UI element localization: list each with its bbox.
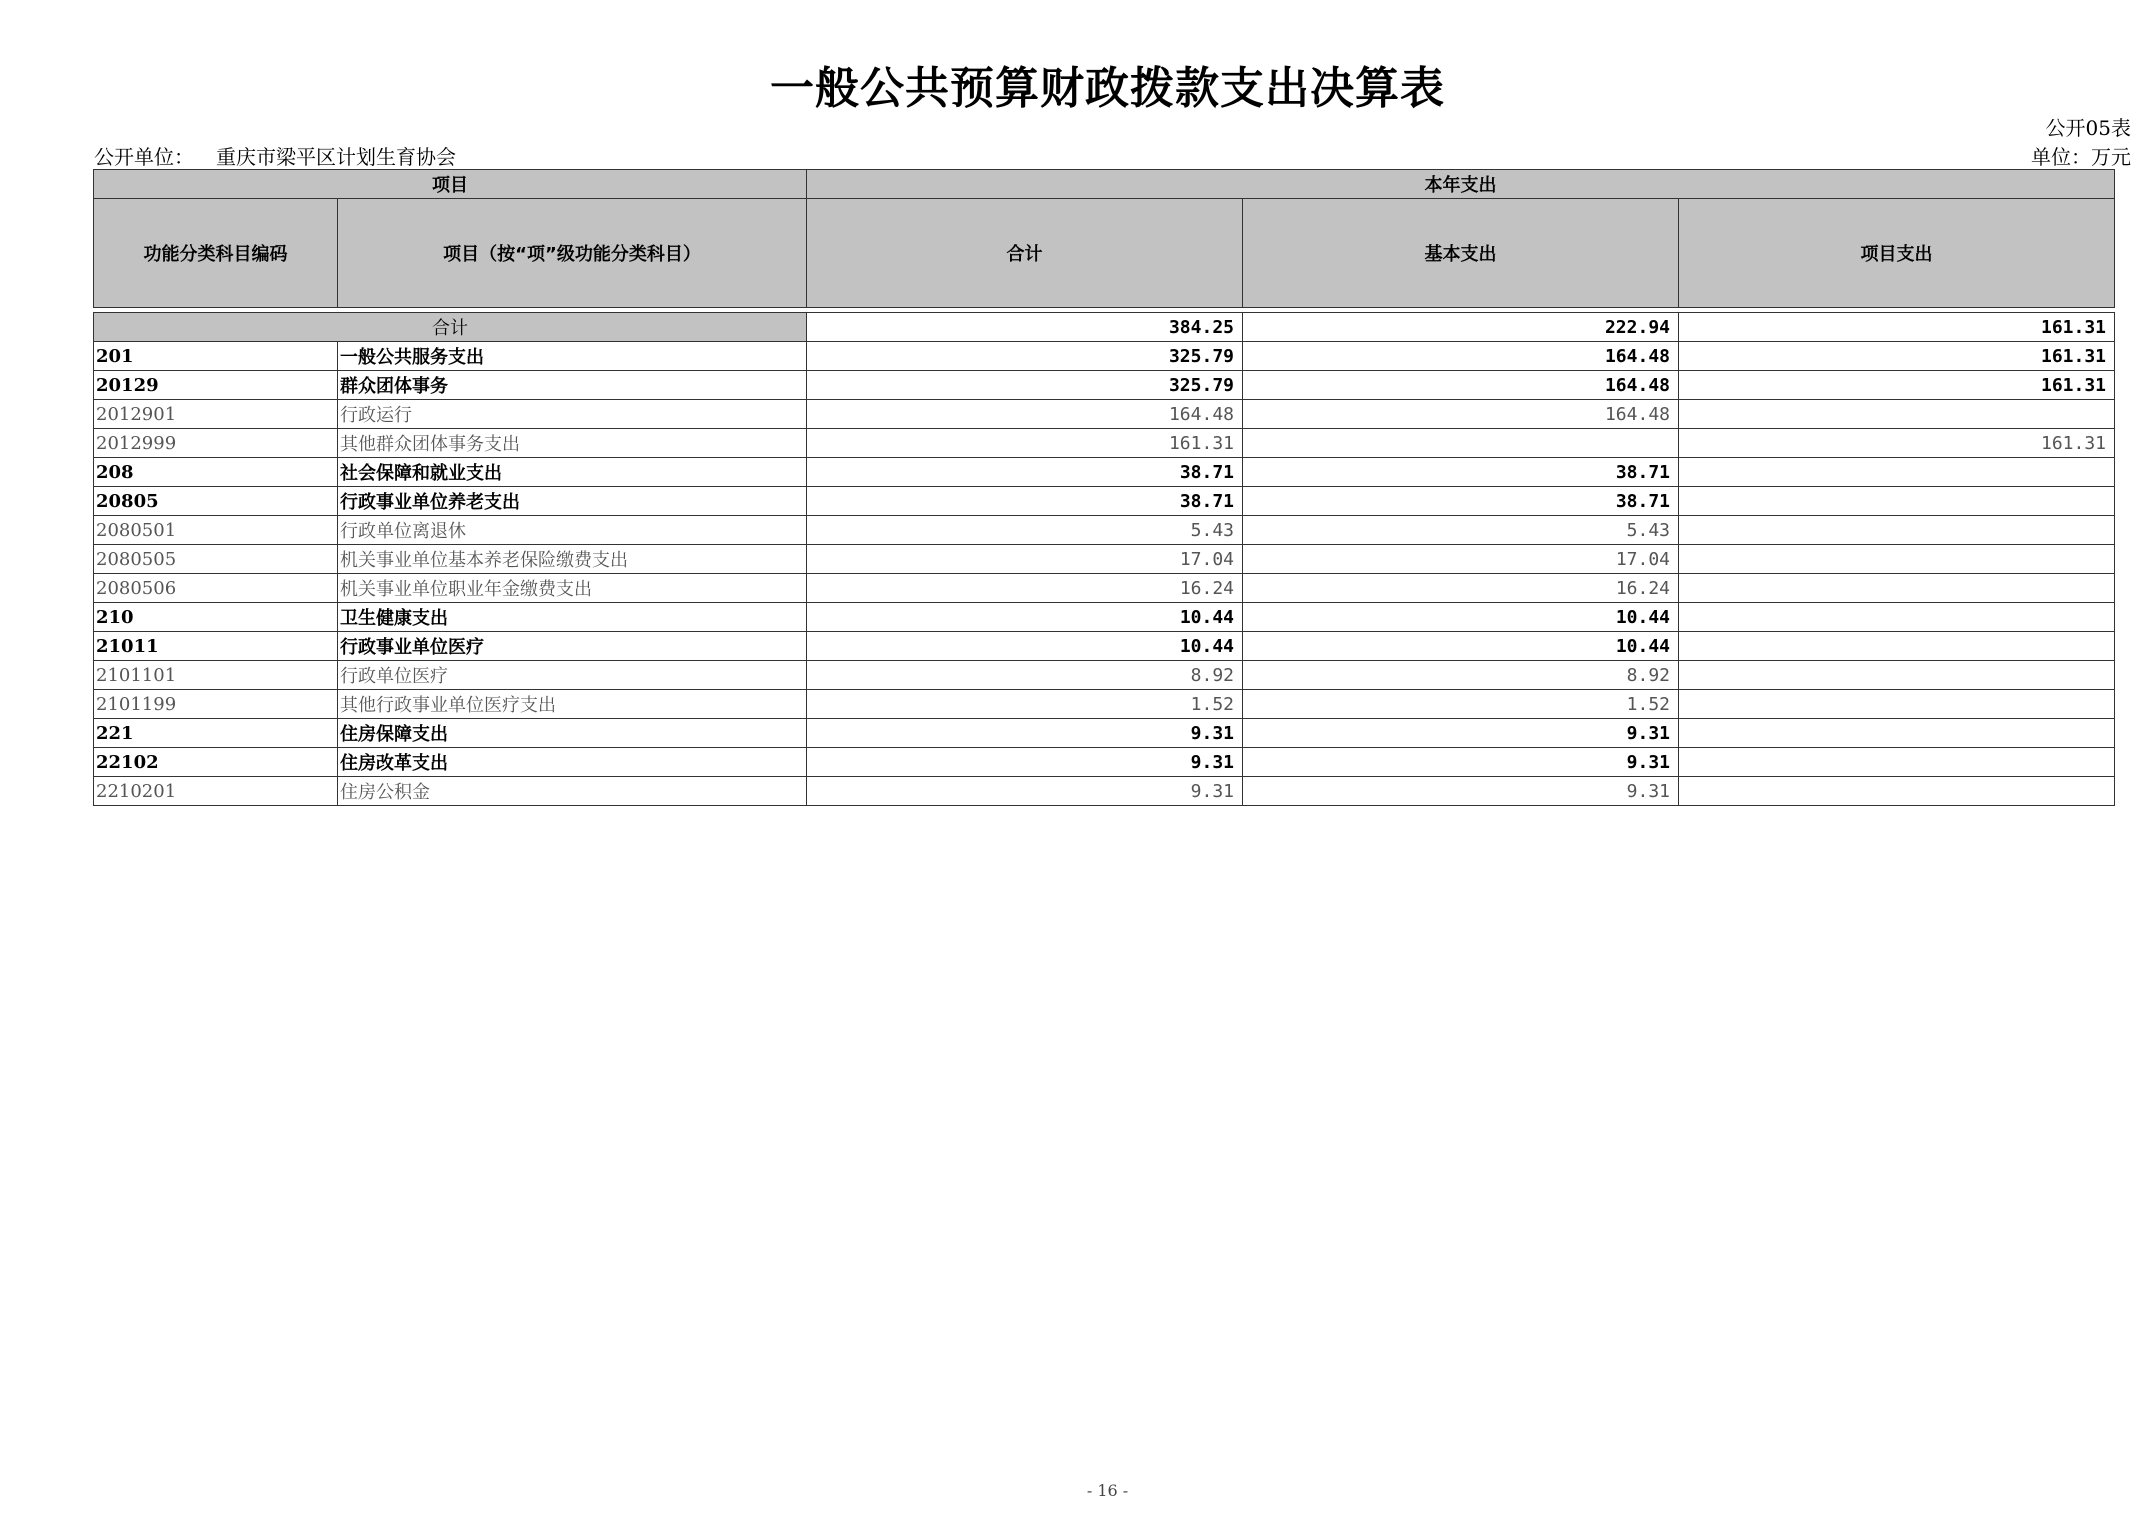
total-row-basic: 222.94	[1243, 313, 1679, 342]
row-project	[1679, 690, 2115, 719]
total-row-label: 合计	[94, 313, 807, 342]
expenditure-table	[93, 169, 2115, 806]
row-name: 机关事业单位基本养老保险缴费支出	[338, 545, 807, 574]
row-basic: 1.52	[1243, 690, 1679, 719]
row-basic: 17.04	[1243, 545, 1679, 574]
row-total: 5.43	[807, 516, 1243, 545]
header-code: 功能分类科目编码	[94, 199, 338, 308]
row-name: 行政事业单位医疗	[338, 632, 807, 661]
row-code: 2080506	[94, 574, 338, 603]
row-total: 10.44	[807, 632, 1243, 661]
currency-unit: 单位：万元	[2031, 145, 2131, 169]
row-basic: 9.31	[1243, 719, 1679, 748]
row-name: 住房公积金	[338, 777, 807, 806]
row-basic: 164.48	[1243, 400, 1679, 429]
header-name: 项目（按“项”级功能分类科目）	[338, 199, 807, 308]
row-name: 行政运行	[338, 400, 807, 429]
row-basic: 8.92	[1243, 661, 1679, 690]
row-code: 2101199	[94, 690, 338, 719]
row-code: 2012901	[94, 400, 338, 429]
reporting-unit	[94, 141, 456, 170]
row-basic: 9.31	[1243, 748, 1679, 777]
table-row	[94, 429, 2115, 458]
row-basic: 10.44	[1243, 632, 1679, 661]
row-total: 161.31	[807, 429, 1243, 458]
row-name: 社会保障和就业支出	[338, 458, 807, 487]
row-total: 1.52	[807, 690, 1243, 719]
row-code: 210	[94, 603, 338, 632]
row-basic: 16.24	[1243, 574, 1679, 603]
row-code: 20805	[94, 487, 338, 516]
row-project	[1679, 603, 2115, 632]
row-project: 161.31	[1679, 371, 2115, 400]
row-code: 22102	[94, 748, 338, 777]
row-name: 住房改革支出	[338, 748, 807, 777]
row-basic: 38.71	[1243, 458, 1679, 487]
row-total: 16.24	[807, 574, 1243, 603]
row-project	[1679, 777, 2115, 806]
row-name: 行政单位医疗	[338, 661, 807, 690]
row-total: 164.48	[807, 400, 1243, 429]
row-project	[1679, 545, 2115, 574]
row-project	[1679, 632, 2115, 661]
form-number: 公开05表	[2045, 116, 2131, 140]
table-row	[94, 603, 2115, 632]
header-total: 合计	[807, 199, 1243, 308]
row-project	[1679, 487, 2115, 516]
table-row	[94, 574, 2115, 603]
row-name: 一般公共服务支出	[338, 342, 807, 371]
row-project: 161.31	[1679, 342, 2115, 371]
row-basic	[1243, 429, 1679, 458]
table-row	[94, 545, 2115, 574]
table-row	[94, 342, 2115, 371]
table-row	[94, 371, 2115, 400]
row-total: 38.71	[807, 487, 1243, 516]
row-project	[1679, 458, 2115, 487]
row-code: 2080501	[94, 516, 338, 545]
row-code: 2210201	[94, 777, 338, 806]
row-name: 其他行政事业单位医疗支出	[338, 690, 807, 719]
table-row	[94, 458, 2115, 487]
table-row	[94, 719, 2115, 748]
row-basic: 5.43	[1243, 516, 1679, 545]
table-row	[94, 516, 2115, 545]
row-basic: 38.71	[1243, 487, 1679, 516]
table-row	[94, 777, 2115, 806]
row-basic: 10.44	[1243, 603, 1679, 632]
reporting-unit-name: 重庆市梁平区计划生育协会	[216, 145, 456, 169]
row-name: 住房保障支出	[338, 719, 807, 748]
row-code: 208	[94, 458, 338, 487]
total-row-project: 161.31	[1679, 313, 2115, 342]
row-code: 2080505	[94, 545, 338, 574]
row-total: 9.31	[807, 719, 1243, 748]
total-row	[94, 313, 2115, 342]
row-project	[1679, 574, 2115, 603]
row-code: 2101101	[94, 661, 338, 690]
row-total: 8.92	[807, 661, 1243, 690]
row-name: 行政单位离退休	[338, 516, 807, 545]
row-total: 325.79	[807, 342, 1243, 371]
row-code: 221	[94, 719, 338, 748]
row-project	[1679, 661, 2115, 690]
row-name: 其他群众团体事务支出	[338, 429, 807, 458]
total-row-total: 384.25	[807, 313, 1243, 342]
table-row	[94, 690, 2115, 719]
row-project	[1679, 516, 2115, 545]
row-name: 行政事业单位养老支出	[338, 487, 807, 516]
row-total: 325.79	[807, 371, 1243, 400]
row-project: 161.31	[1679, 429, 2115, 458]
row-name: 卫生健康支出	[338, 603, 807, 632]
header-item: 项目	[94, 170, 807, 199]
row-code: 201	[94, 342, 338, 371]
row-name: 机关事业单位职业年金缴费支出	[338, 574, 807, 603]
row-total: 9.31	[807, 777, 1243, 806]
page-title: 一般公共预算财政拨款支出决算表	[770, 63, 1445, 114]
table-row	[94, 632, 2115, 661]
header-project: 项目支出	[1679, 199, 2115, 308]
row-code: 21011	[94, 632, 338, 661]
row-project	[1679, 748, 2115, 777]
row-basic: 9.31	[1243, 777, 1679, 806]
row-total: 10.44	[807, 603, 1243, 632]
row-project	[1679, 400, 2115, 429]
table-row	[94, 400, 2115, 429]
row-basic: 164.48	[1243, 371, 1679, 400]
table-row	[94, 487, 2115, 516]
table-row	[94, 748, 2115, 777]
row-total: 17.04	[807, 545, 1243, 574]
row-code: 20129	[94, 371, 338, 400]
reporting-unit-label: 公开单位：	[94, 145, 194, 169]
row-project	[1679, 719, 2115, 748]
row-basic: 164.48	[1243, 342, 1679, 371]
page-number: - 16 -	[1086, 1481, 1129, 1500]
row-code: 2012999	[94, 429, 338, 458]
header-basic: 基本支出	[1243, 199, 1679, 308]
row-total: 38.71	[807, 458, 1243, 487]
header-current-year: 本年支出	[807, 170, 2115, 199]
row-total: 9.31	[807, 748, 1243, 777]
row-name: 群众团体事务	[338, 371, 807, 400]
table-row	[94, 661, 2115, 690]
